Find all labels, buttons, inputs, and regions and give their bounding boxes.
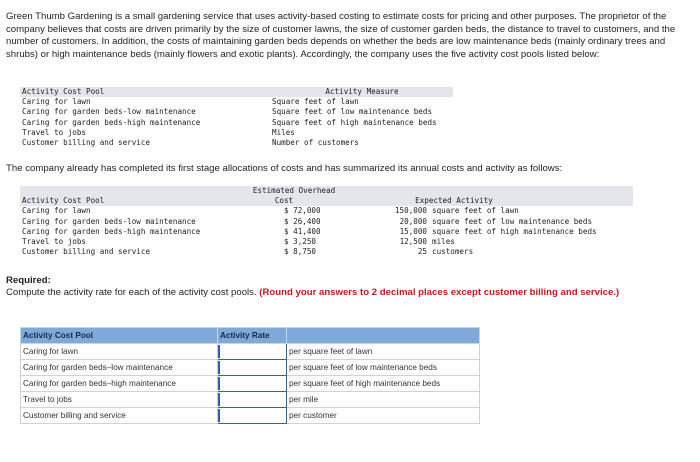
table-row	[20, 97, 453, 107]
expected-activity-unit: square feet of lawn	[432, 206, 519, 216]
rate-unit: per square feet of lawn	[287, 344, 480, 360]
intro-paragraph: Green Thumb Gardening is a small gardening service that uses activity-based costing to estimate costs for pricing and other purposes. The proprietor of the company believes that costs are driven primarily by the size of customer lawns, the size of customer garden beds, the distance to travel to customers, and the number of customers. In addition, the costs of maintaining garden beds depends on whether the beds are low maintenance beds (mainly ordinary trees and shrubs) or high maintenance beds (mainly flowers and exotic plants). Accordingly, the company uses the five activity cost pools listed below:	[6, 11, 676, 60]
table-header	[21, 328, 480, 344]
activity-rate-cell	[218, 376, 287, 392]
pool-name: Customer billing and service	[21, 408, 218, 424]
header-activity-rate: Activity Rate	[218, 328, 287, 344]
pool-name: Caring for garden beds–high maintenance	[21, 376, 218, 392]
header-pool: Activity Cost Pool	[22, 87, 105, 96]
overhead-cost: $ 3,250	[284, 236, 317, 246]
pool-name: Customer billing and service	[22, 137, 151, 147]
activity-rate-cell	[218, 392, 287, 408]
required-section	[6, 275, 696, 300]
pool-name: Caring for lawn	[21, 344, 218, 360]
expected-activity-qty: 20,000	[399, 216, 427, 226]
overhead-cost: $ 72,000	[284, 206, 321, 216]
answer-table	[20, 327, 480, 424]
table-row	[20, 107, 453, 117]
activity-measure: Miles	[272, 127, 295, 137]
expected-activity-unit: square feet of high maintenance beds	[432, 226, 597, 236]
expected-activity-unit: square feet of low maintenance beds	[432, 216, 593, 226]
expected-activity-unit: miles	[432, 236, 455, 246]
pool-name: Caring for lawn	[22, 206, 91, 216]
activity-pools-table	[20, 87, 453, 148]
table-header	[20, 186, 633, 196]
activity-rate-input[interactable]	[218, 377, 282, 390]
expected-activity-qty: 15,000	[399, 226, 427, 236]
rate-unit: per square feet of low maintenance beds	[287, 360, 480, 376]
pool-name: Caring for garden beds-low maintenance	[22, 216, 196, 226]
activity-rate-input[interactable]	[218, 409, 282, 422]
activity-measure: Number of customers	[272, 137, 359, 147]
expected-activity-qty: 25	[417, 247, 427, 257]
header-unit	[287, 328, 480, 344]
pool-name: Travel to jobs	[22, 127, 87, 137]
header-estimated-overhead: Estimated Overhead	[252, 186, 336, 195]
expected-activity-unit: customers	[432, 247, 474, 257]
table-row	[20, 227, 633, 237]
rate-unit: per mile	[287, 392, 480, 408]
table-row	[21, 392, 480, 408]
pool-name: Travel to jobs	[22, 236, 87, 246]
table-row	[21, 344, 480, 360]
pool-name: Caring for garden beds–low maintenance	[21, 360, 218, 376]
activity-rate-input[interactable]	[218, 393, 282, 406]
overhead-cost: $ 26,400	[284, 216, 321, 226]
activity-rate-cell	[218, 344, 287, 360]
header-measure: Activity Measure	[325, 87, 399, 96]
table-row	[20, 118, 453, 128]
table-row	[20, 206, 633, 216]
activity-measure: Square feet of high maintenance beds	[272, 117, 437, 127]
pool-name: Travel to jobs	[21, 392, 218, 408]
cost-activity-table	[20, 186, 633, 257]
pool-name: Caring for garden beds-high maintenance	[22, 117, 201, 127]
table-row	[20, 138, 453, 148]
rate-unit: per square feet of high maintenance beds	[287, 376, 480, 392]
pool-name: Customer billing and service	[22, 247, 151, 257]
activity-rate-cell	[218, 360, 287, 376]
summary-text: The company already has completed its first stage allocations of costs and has summarized its annual costs and activity as follows:	[6, 163, 563, 174]
pool-name: Caring for garden beds-low maintenance	[22, 107, 196, 117]
activity-rate-input[interactable]	[218, 361, 282, 374]
expected-activity-qty: 150,000	[394, 206, 427, 216]
header-pool: Activity Cost Pool	[21, 328, 218, 344]
header-expected-activity: Expected Activity	[415, 196, 493, 206]
rounding-note: (Round your answers to 2 decimal places except customer billing and service.)	[259, 287, 620, 299]
table-header	[20, 196, 633, 206]
table-row	[21, 408, 480, 424]
rate-unit: per customer	[287, 408, 480, 424]
expected-activity-qty: 12,500	[399, 236, 427, 246]
overhead-cost: $ 8,750	[284, 247, 317, 257]
activity-measure: Square feet of low maintenance beds	[272, 107, 433, 117]
pool-name: Caring for garden beds-high maintenance	[22, 226, 201, 236]
required-text: Compute the activity rate for each of the activity cost pools.	[6, 287, 260, 299]
table-row	[21, 360, 480, 376]
header-cost: Cost	[274, 196, 294, 206]
activity-rate-input[interactable]	[218, 345, 282, 358]
overhead-cost: $ 41,400	[284, 226, 321, 236]
pool-name: Caring for lawn	[22, 97, 91, 107]
table-header	[20, 87, 453, 97]
table-row	[20, 217, 633, 227]
table-row	[21, 376, 480, 392]
table-row	[20, 247, 633, 257]
activity-measure: Square feet of lawn	[272, 97, 359, 107]
table-row	[20, 128, 453, 138]
header-pool: Activity Cost Pool	[22, 196, 105, 206]
table-row	[20, 237, 633, 247]
required-title: Required:	[6, 275, 51, 286]
activity-rate-cell	[218, 408, 287, 424]
